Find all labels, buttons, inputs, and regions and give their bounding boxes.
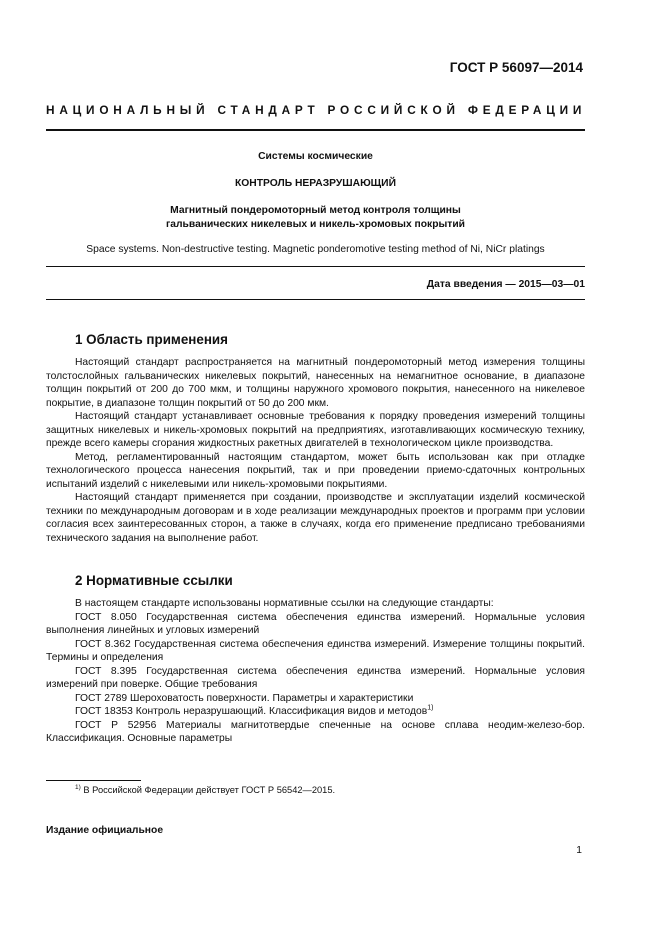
paragraph: Настоящий стандарт устанавливает основные требования к порядку проведения измерений толщины защитных никелевых и никель-хромовых покрытий на предприятиях, изготавливающих космическую технику, прежде всего камеры сгорания жидкостных ракетных двигателей в технологическом цикле производства. xyxy=(46,411,585,449)
footnote-number: 1) xyxy=(75,783,81,791)
reference-item: ГОСТ 8.050 Государственная система обеспечения единства измерений. Нормальные условия выполнения линейных и угловых измерений xyxy=(46,611,585,636)
footnote-text: В Российской Федерации действует ГОСТ Р 56542—2015. xyxy=(80,785,336,795)
reference-item: ГОСТ 8.362 Государственная система обеспечения единства измерений. Измерение толщины покрытий. Термины и определения xyxy=(46,638,585,663)
footnote-marker[interactable]: 1) xyxy=(427,704,434,712)
section-1-heading: 1 Область применения xyxy=(75,332,228,347)
page-number: 1 xyxy=(576,845,582,856)
reference-item: ГОСТ 8.395 Государственная система обеспечения единства измерений. Нормальные условия измерений при поверке. Общие требования xyxy=(46,665,585,690)
paragraph: Настоящий стандарт применяется при создании, производстве и эксплуатации изделий космической техники по международным договорам и в ходе реализации международных проектов и программ при условии согласия всех заинтересованных сторон, а также в случаях, когда его применение предписано требованиями технического задания на выполнение работ. xyxy=(46,492,585,544)
title-line-systems: Системы космические xyxy=(258,151,373,162)
section-2-body xyxy=(46,597,585,746)
reference-item xyxy=(46,705,585,719)
reference-item: ГОСТ 2789 Шероховатость поверхности. Параметры и характеристики xyxy=(75,692,414,704)
introduction-date: Дата введения — 2015—03—01 xyxy=(426,279,585,290)
footnote xyxy=(75,785,335,795)
header-rule xyxy=(46,129,585,131)
standard-banner: НАЦИОНАЛЬНЫЙ СТАНДАРТ РОССИЙСКОЙ ФЕДЕРАЦИИ xyxy=(46,103,587,117)
reference-text: ГОСТ 18353 Контроль неразрушающий. Классификация видов и методов xyxy=(75,706,428,717)
reference-item: ГОСТ Р 52956 Материалы магнитотвердые спеченные на основе сплава неодим-железо-бор. Классификация. Основные параметры xyxy=(46,719,585,744)
title-line-control: КОНТРОЛЬ НЕРАЗРУШАЮЩИЙ xyxy=(235,178,396,189)
title-rule xyxy=(46,266,585,267)
paragraph: Настоящий стандарт распространяется на магнитный пондеромоторный метод измерения толщины толстослойных гальванических никелевых покрытий, нанесенных на немагнитное основание, в диапазоне толщин покрытий от 200 до 700 мкм, и толщины наружного хромового покрытия, нанесенного на никелевое покрытие, в диапазоне толщин покрытий от 50 до 200 мкм. xyxy=(46,357,585,409)
title-line-method xyxy=(46,204,585,231)
title-method-line-2: гальванических никелевых и никель-хромовых покрытий xyxy=(165,218,466,230)
edition-label: Издание официальное xyxy=(46,825,164,836)
gost-number: ГОСТ Р 56097—2014 xyxy=(449,60,583,75)
section-1-body xyxy=(46,356,585,545)
paragraph: В настоящем стандарте использованы нормативные ссылки на следующие стандарты: xyxy=(75,598,494,609)
title-method-line-1: Магнитный пондеромоторный метод контроля толщины xyxy=(170,205,461,216)
date-rule xyxy=(46,299,585,300)
section-2-heading: 2 Нормативные ссылки xyxy=(75,573,233,588)
english-title: Space systems. Non-destructive testing. Magnetic ponderomotive testing method of Ni, NiCr platings xyxy=(86,244,545,255)
footnote-rule xyxy=(46,780,141,781)
paragraph: Метод, регламентированный настоящим стандартом, может быть использован как при отладке технологического процесса нанесения покрытий, так и при проведении приемо-сдаточных контрольных испытаний изделий с никелевыми или никель-хромовыми покрытиями. xyxy=(46,451,585,490)
